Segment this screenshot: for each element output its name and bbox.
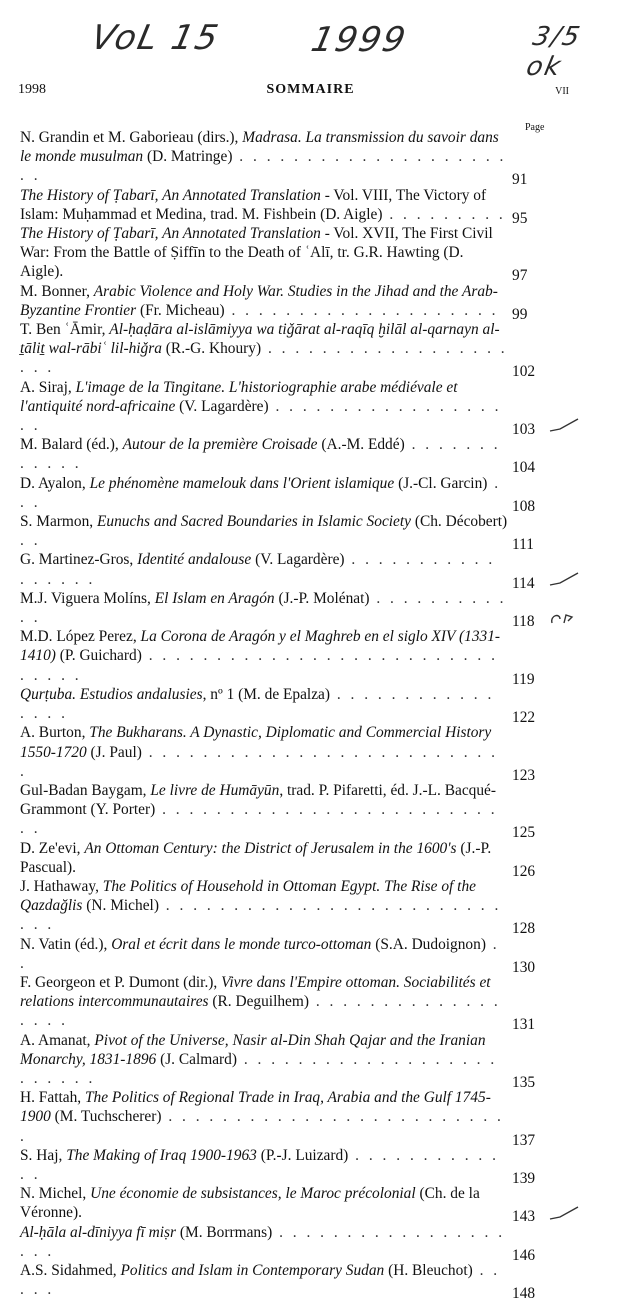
entry-reviewer: - Vol. VIII, The Victory of Islam: Muḥammad et Medina, trad. M. Fishbein (D. Aigle) (20, 186, 487, 223)
entry-title: An Ottoman Century: the District of Jerusalem in the 1600's (84, 839, 457, 857)
entry-page-number: 137 (512, 1131, 536, 1149)
entry-title: Eunuchs and Sacred Boundaries in Islamic Society (96, 513, 411, 531)
toc-entry (20, 320, 580, 381)
entry-dots: . . . . . . . . . . . . . . . . . . (20, 993, 501, 1030)
entry-title: Identité andalouse (137, 551, 252, 569)
entry-dots: . . . . . . . . . (382, 205, 506, 223)
entry-page-number: 104 (512, 459, 536, 477)
toc-entry (20, 550, 580, 592)
entry-title: El Islam en Aragón (154, 589, 275, 607)
toc-entry (20, 627, 580, 688)
header-year: 1998 (18, 82, 46, 97)
handwritten-tick-mark-icon (548, 571, 580, 589)
table-of-contents (20, 128, 580, 1303)
entry-title: Le livre de Humāyūn (150, 781, 280, 799)
handwritten-year-note: 1999 (307, 20, 411, 60)
entry-author: S. Haj, (20, 1146, 67, 1164)
entry-title: L'image de la Tingitane. L'historiographie arabe médiévale et l'antiquité nord-africaine (20, 378, 458, 415)
entry-author: A. Siraj, (20, 378, 76, 396)
entry-page-number: 143 (512, 1208, 536, 1226)
page-column-label: Page (525, 122, 545, 133)
entry-page-number: 125 (512, 824, 536, 842)
entry-title: Autour de la première Croisade (122, 436, 318, 454)
entry-page-number: 91 (512, 171, 528, 189)
entry-author: M. Bonner, (20, 282, 94, 300)
toc-entry (20, 282, 580, 323)
entry-author: M.J. Viguera Molíns, (20, 589, 155, 607)
entry-page-number: 118 (512, 613, 535, 631)
entry-page-number: 131 (512, 1016, 536, 1034)
entry-reviewer: (S.A. Dudoignon) (371, 935, 486, 953)
handwritten-tick-mark-icon (548, 417, 580, 435)
entry-author: A. Amanat, (20, 1031, 95, 1049)
entry-author: S. Marmon, (20, 513, 97, 531)
handwritten-tick-mark-icon (548, 1205, 580, 1223)
entry-page-number: 135 (512, 1073, 536, 1091)
entry-page-number: 139 (512, 1169, 536, 1187)
entry-page-number: 119 (512, 670, 535, 688)
entry-title: Madrasa. La transmission du savoir dans le monde musulman (20, 129, 499, 166)
entry-page-number: 108 (512, 497, 536, 515)
entry-dots: . . (20, 935, 500, 972)
toc-entry (20, 224, 580, 285)
entry-reviewer: (R.-G. Khoury) (161, 340, 262, 358)
toc-entry (20, 128, 580, 189)
toc-entry (20, 877, 580, 938)
entry-reviewer: (V. Lagardère) (175, 397, 269, 415)
entry-title: The Bukharans. A Dynastic, Diplomatic and Commercial History 1550-1720 (20, 724, 492, 761)
entry-reviewer: (A.-M. Eddé) (317, 436, 405, 454)
entry-dots: . . . . . . . . . . . . . . . . . . . . (20, 1223, 506, 1260)
entry-title: Une économie de subsistances, le Maroc précolonial (90, 1185, 416, 1203)
entry-author: N. Vatin (éd.), (20, 935, 112, 953)
entry-title: Oral et écrit dans le monde turco-ottoman (111, 935, 372, 953)
entry-dots: . . . . . (20, 1261, 501, 1299)
entry-author: D. Ayalon, (20, 474, 90, 492)
entry-dots: . . . . . . . . . . . . . . . . . . . . . . . . . (20, 1050, 498, 1087)
entry-title: The Politics of Regional Trade in Iraq, Arabia and the Gulf 1745-1900 (20, 1089, 491, 1126)
entry-dots: . . . . . . . . . . . . (20, 589, 507, 627)
toc-entry (20, 435, 580, 477)
entry-title: Pivot of the Universe, Nasir al-Din Shah Qajar and the Iranian Monarchy, 1831-1896 (20, 1031, 486, 1068)
entry-dots: . . . . . . . . . . . . . . . . . . . . . . . . . . . . (20, 897, 502, 934)
entry-dots: . . . . . . . . . . . . . . . . . . . . . . . . . . . (20, 743, 498, 780)
toc-entry (20, 935, 580, 976)
entry-title: The Politics of Household in Ottoman Egypt. The Rise of the Qazdağlis (20, 877, 476, 915)
entry-title: Vivre dans l'Empire ottoman. Sociabilités et relations intercommunautaires (20, 973, 491, 1011)
entry-page-number: 148 (512, 1285, 536, 1303)
entry-reviewer: (J.-P. Pascual). (20, 839, 492, 876)
entry-reviewer: (M. Borrmans) (176, 1223, 273, 1241)
entry-author: D. Ze'evi, (20, 839, 85, 857)
toc-entry (20, 186, 580, 227)
entry-reviewer: (N. Michel) (82, 897, 159, 915)
entry-dots: . . . . . . . . . . . . . . . . . . . . (224, 301, 499, 319)
entry-author: H. Fattah, (20, 1089, 85, 1107)
toc-entry (20, 1031, 580, 1089)
entry-reviewer: (V. Lagardère) (251, 551, 345, 569)
entry-dots: . . . . . . . . . . . . . . . . . . . . . . . . . . . (20, 801, 498, 838)
entry-dots: . . . . . . . . . . . . . . . . . . . . . (20, 340, 508, 377)
toc-entry (20, 1261, 580, 1303)
entry-author: M.D. López Perez, (20, 628, 141, 646)
entry-reviewer: (J. Paul) (86, 743, 142, 761)
entry-reviewer: (R. Deguilhem) (208, 993, 309, 1011)
entry-page-number: 123 (512, 766, 536, 784)
entry-reviewer: - Vol. XVII, The First Civil War: From the Battle of Ṣiffīn to the Death of ʿAlī, tr. G.R. Hawting (D. Aigle). (20, 225, 493, 281)
entry-page-number: 95 (512, 209, 528, 227)
entry-page-number: 97 (512, 267, 528, 285)
toc-entry (20, 589, 580, 631)
toc-entry (20, 839, 580, 880)
entry-title: Arabic Violence and Holy War. Studies in the Jihad and the Arab-Byzantine Frontier (20, 282, 498, 319)
toc-entry (20, 1184, 580, 1226)
entry-dots: . . . . . . . . . . . . . . . . . . . . . . . . . . . . . . . (20, 647, 498, 684)
entry-dots: . . . . . . . . . . . . . . . . . . . . . . . . . . (20, 1108, 504, 1145)
toc-entry (20, 973, 580, 1034)
handwritten-cap-mark-icon (548, 609, 580, 627)
handwritten-volume-note: VoL 15 (87, 18, 224, 58)
entry-author: Gul-Badan Baygam, (20, 781, 151, 799)
entry-page-number: 146 (512, 1246, 536, 1264)
toc-entry (20, 1088, 580, 1149)
entry-title: Al-ḥaḍāra al-islāmiyya wa tiǧārat al-raqīq ḫilāl al-qarnayn al-ṯāliṯ wal-rābiʿ lil-hiǧra (20, 321, 500, 358)
entry-author: A.S. Sidahmed, (20, 1261, 121, 1279)
entry-page-number: 122 (512, 709, 536, 727)
entry-dots: . . . . . . . . . . . . (20, 436, 501, 473)
entry-page-number: 128 (512, 920, 536, 938)
entry-title: The History of Ṭabarī, An Annotated Translation (20, 225, 321, 243)
entry-page-number: 111 (512, 536, 534, 554)
entry-reviewer: (M. Tuchscherer) (50, 1108, 162, 1126)
toc-entry (20, 781, 580, 842)
entry-dots: . . (20, 532, 41, 550)
entry-author: F. Georgeon et P. Dumont (dir.), (20, 973, 222, 991)
entry-reviewer: (Ch. de la Véronne). (20, 1185, 480, 1222)
toc-entry (20, 474, 580, 515)
entry-reviewer: (D. Matringe) (143, 148, 233, 166)
entry-page-number: 114 (512, 574, 535, 592)
entry-author: N. Michel, (20, 1185, 91, 1203)
entry-page-number: 130 (512, 958, 536, 976)
entry-page-number: 102 (512, 363, 536, 381)
entry-dots: . . . . . . . . . . . . . . . . . . . (20, 397, 502, 435)
entry-reviewer: (H. Bleuchot) (384, 1261, 473, 1279)
toc-entry (20, 1146, 580, 1187)
entry-author: T. Ben ʿĀmir, (20, 321, 110, 339)
handwritten-fraction-note: 3/5 ok (523, 22, 585, 82)
entry-title: Politics and Islam in Contemporary Sudan (120, 1261, 385, 1279)
entry-reviewer: (J.-Cl. Garcin) (394, 474, 488, 492)
entry-title: The History of Ṭabarī, An Annotated Translation (20, 186, 321, 204)
entry-author: A. Burton, (20, 724, 90, 742)
entry-title: Al-ḥāla al-dīniyya fī miṣr (20, 1223, 177, 1241)
entry-dots: . . . . . . . . . . . . . . . . (20, 685, 495, 723)
entry-author: G. Martinez-Gros, (20, 551, 138, 569)
entry-title: La Corona de Aragón y el Maghreb en el siglo XIV (1331-1410) (20, 628, 501, 665)
entry-author: N. Grandin et M. Gaborieau (dirs.), (20, 129, 243, 146)
entry-reviewer: (P. Guichard) (55, 647, 142, 665)
entry-dots: . . . (20, 474, 502, 511)
toc-entry (20, 512, 580, 554)
entry-dots: . . . . . . . . . . . . . . . . . (20, 551, 496, 588)
entry-dots: . . . . . . . . . . . . . . . . . . . . . . (20, 148, 507, 185)
entry-reviewer: (J. Calmard) (156, 1050, 237, 1068)
entry-reviewer: (J.-P. Molénat) (274, 589, 370, 607)
toc-entry (20, 723, 580, 784)
toc-entry (20, 685, 580, 727)
entry-reviewer: , nº 1 (M. de Epalza) (202, 685, 330, 703)
entry-reviewer: (Fr. Micheau) (136, 301, 225, 319)
entry-page-number: 103 (512, 421, 536, 439)
entry-dots: . . . . . . . . . . . . . (20, 1146, 499, 1183)
entry-page-number: 99 (512, 305, 528, 323)
roman-page-number: VII (555, 86, 569, 97)
page-header (0, 78, 621, 102)
entry-title: Qurṭuba. Estudios andalusies (20, 685, 203, 703)
page-title: SOMMAIRE (266, 82, 355, 97)
entry-author: J. Hathaway, (20, 877, 103, 895)
toc-entry (20, 1223, 580, 1264)
entry-title: Le phénomène mamelouk dans l'Orient islamique (89, 474, 395, 492)
toc-entry (20, 378, 580, 439)
entry-title: The Making of Iraq 1900-1963 (66, 1146, 257, 1164)
entry-page-number: 126 (512, 862, 536, 880)
entry-reviewer: (Ch. Décobert) (411, 513, 508, 531)
entry-author: M. Balard (éd.), (20, 436, 123, 454)
entry-reviewer: (P.-J. Luizard) (256, 1146, 349, 1164)
entry-reviewer: , trad. P. Pifaretti, éd. J.-L. Bacqué-Grammont (Y. Porter) (20, 781, 497, 819)
